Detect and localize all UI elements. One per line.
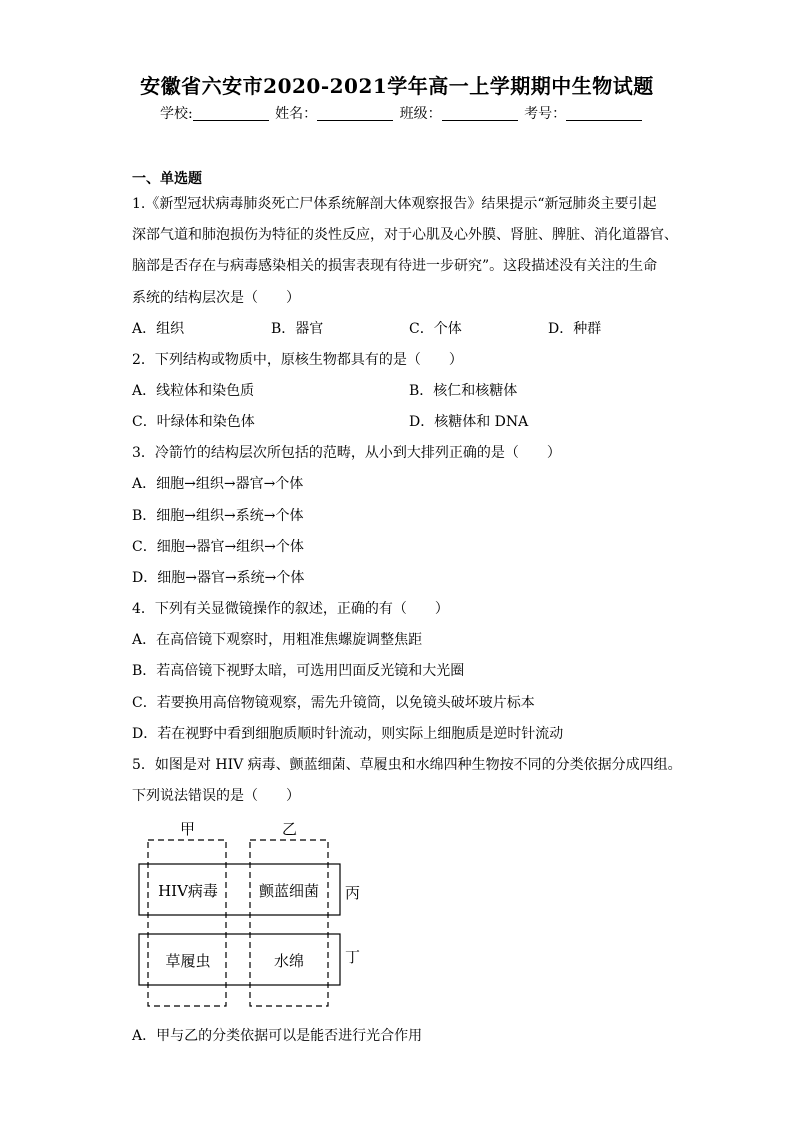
q3-option-d[interactable]: D．细胞→器官→系统→个体 (132, 570, 305, 586)
q2-option-a[interactable]: A．线粒体和染色质 (132, 383, 255, 399)
cell-paramecium: 草履虫 (165, 952, 211, 970)
q1-option-d[interactable]: D．种群 (548, 321, 602, 337)
q1-option-b[interactable]: B．器官 (271, 321, 324, 337)
name-label: 姓名： (275, 106, 318, 122)
q5-line: 下列说法错误的是（ ） (132, 788, 300, 804)
cell-cyanobacteria: 颤蓝细菌 (258, 882, 319, 900)
class-blank[interactable] (442, 106, 518, 121)
q4-stem: 4．下列有关显微镜操作的叙述，正确的有（ ） (132, 601, 449, 617)
q1-option-c[interactable]: C．个体 (409, 321, 462, 337)
q2-option-b[interactable]: B．核仁和核糖体 (409, 383, 518, 399)
q1-line: 深部气道和肺泡损伤为特征的炎性反应，对于心肌及心外膜、肾脏、脾脏、消化道器官、 (132, 227, 678, 243)
q1-line: 系统的结构层次是（ ） (132, 290, 300, 306)
school-blank[interactable] (193, 106, 269, 121)
group-jia-box (148, 840, 226, 1006)
classification-diagram (138, 818, 378, 1014)
q1-option-a[interactable]: A．组织 (132, 321, 185, 337)
q3-option-a[interactable]: A．细胞→组织→器官→个体 (132, 476, 304, 492)
school-label: 学校: (160, 106, 193, 122)
group-yi-box (250, 840, 328, 1006)
q1-line: 1.《新型冠状病毒肺炎死亡尸体系统解剖大体观察报告》结果提示“新冠肺炎主要引起 (132, 196, 657, 212)
q3-option-c[interactable]: C．细胞→器官→组织→个体 (132, 539, 304, 555)
q4-option-d[interactable]: D．若在视野中看到细胞质顺时针流动，则实际上细胞质是逆时针流动 (132, 726, 564, 742)
class-label: 班级： (399, 106, 442, 122)
q2-option-c[interactable]: C．叶绿体和染色体 (132, 414, 255, 430)
student-info-line (160, 103, 644, 123)
page-title: 安徽省六安市2020-2021学年高一上学期期中生物试题 (140, 74, 654, 98)
q2-option-d[interactable]: D．核糖体和 DNA (409, 414, 529, 430)
q4-option-a[interactable]: A．在高倍镜下观察时，用粗准焦螺旋调整焦距 (132, 632, 423, 648)
label-yi: 乙 (282, 820, 298, 838)
q5-option-a[interactable]: A．甲与乙的分类依据可以是能否进行光合作用 (132, 1028, 423, 1044)
name-blank[interactable] (317, 106, 393, 121)
q1-line: 脑部是否存在与病毒感染相关的损害表现有待进一步研究”。这段描述没有关注的生命 (132, 258, 658, 274)
q5-line: 5．如图是对 HIV 病毒、颤蓝细菌、草履虫和水绵四种生物按不同的分类依据分成四组。 (132, 757, 682, 773)
classification-figure (138, 818, 378, 1014)
label-jia: 甲 (180, 820, 196, 838)
label-ding: 丁 (345, 948, 361, 966)
q4-option-b[interactable]: B．若高倍镜下视野太暗，可选用凹面反光镜和大光圈 (132, 663, 465, 679)
cell-spirogyra: 水绵 (273, 952, 304, 970)
section-title: 一、单选题 (132, 171, 202, 187)
q2-stem: 2．下列结构或物质中，原核生物都具有的是（ ） (132, 352, 463, 368)
exam-number-blank[interactable] (566, 106, 642, 121)
q3-stem: 3．冷箭竹的结构层次所包括的范畴，从小到大排列正确的是（ ） (132, 445, 561, 461)
cell-hiv: HIV病毒 (158, 882, 218, 900)
label-bing: 丙 (345, 884, 361, 902)
exam-number-label: 考号： (524, 106, 567, 122)
q4-option-c[interactable]: C．若要换用高倍物镜观察，需先升镜筒，以免镜头破坏玻片标本 (132, 695, 535, 711)
q3-option-b[interactable]: B．细胞→组织→系统→个体 (132, 508, 304, 524)
